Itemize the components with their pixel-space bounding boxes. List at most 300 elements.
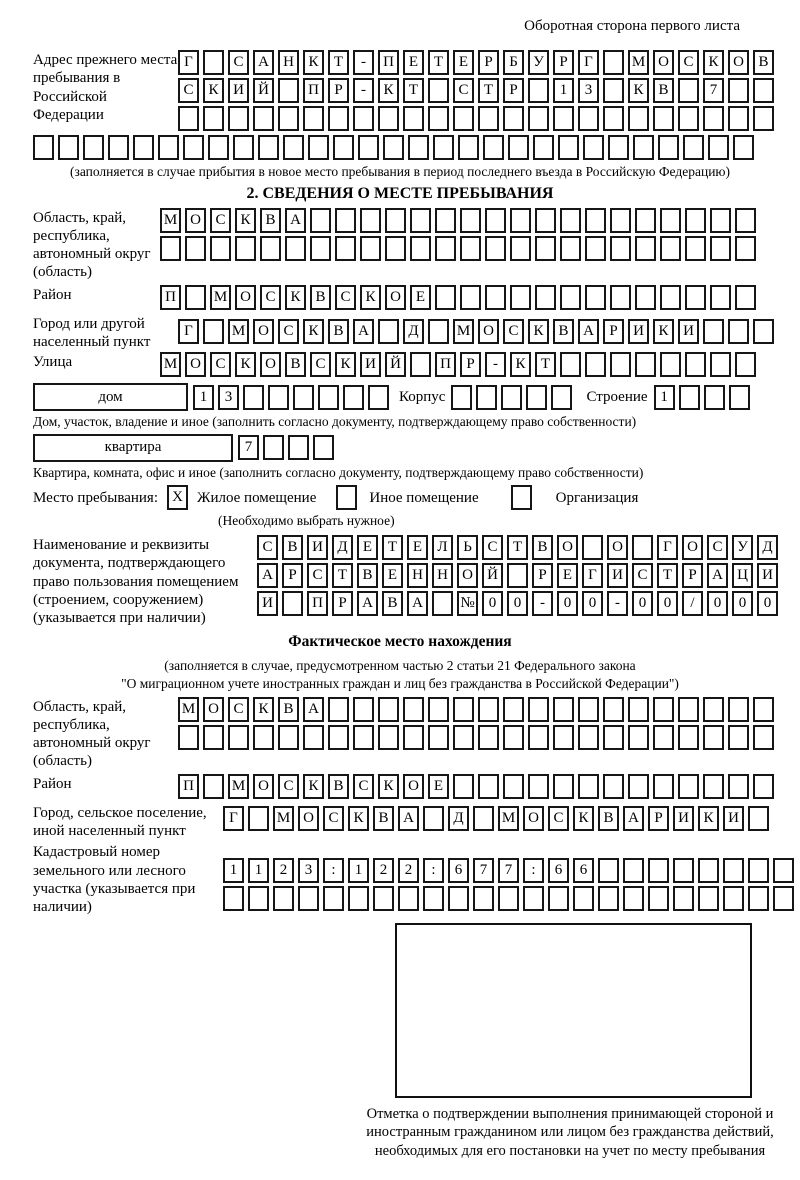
char-cell[interactable] <box>735 236 756 261</box>
char-cell[interactable] <box>735 208 756 233</box>
char-cell[interactable]: Г <box>582 563 603 588</box>
char-cell[interactable] <box>478 774 499 799</box>
char-cell[interactable] <box>653 725 674 750</box>
char-cell[interactable] <box>628 774 649 799</box>
char-cell[interactable]: 6 <box>573 858 594 883</box>
char-cell[interactable] <box>560 285 581 310</box>
char-cell[interactable]: В <box>328 774 349 799</box>
char-cell[interactable] <box>704 385 725 410</box>
char-cell[interactable] <box>635 352 656 377</box>
char-cell[interactable] <box>510 236 531 261</box>
char-cell[interactable] <box>610 285 631 310</box>
char-cell[interactable]: В <box>310 285 331 310</box>
char-cell[interactable]: С <box>632 563 653 588</box>
char-cell[interactable]: О <box>260 352 281 377</box>
char-cell[interactable]: И <box>757 563 778 588</box>
char-cell[interactable]: О <box>385 285 406 310</box>
char-cell[interactable] <box>335 208 356 233</box>
char-cell[interactable] <box>485 236 506 261</box>
char-cell[interactable] <box>623 886 644 911</box>
char-cell[interactable] <box>403 106 424 131</box>
char-cell[interactable] <box>753 106 774 131</box>
char-cell[interactable] <box>398 886 419 911</box>
char-cell[interactable] <box>160 236 181 261</box>
char-cell[interactable]: П <box>435 352 456 377</box>
char-cell[interactable] <box>203 319 224 344</box>
char-cell[interactable] <box>451 385 472 410</box>
char-cell[interactable] <box>478 106 499 131</box>
char-cell[interactable]: В <box>553 319 574 344</box>
char-cell[interactable] <box>348 886 369 911</box>
char-cell[interactable]: Ь <box>457 535 478 560</box>
char-cell[interactable] <box>433 135 454 160</box>
char-cell[interactable] <box>323 886 344 911</box>
char-cell[interactable]: Р <box>478 50 499 75</box>
char-cell[interactable] <box>310 208 331 233</box>
char-cell[interactable]: О <box>607 535 628 560</box>
char-cell[interactable]: Г <box>178 50 199 75</box>
char-cell[interactable]: П <box>378 50 399 75</box>
char-cell[interactable] <box>533 135 554 160</box>
char-cell[interactable] <box>453 725 474 750</box>
char-cell[interactable] <box>710 285 731 310</box>
char-cell[interactable]: К <box>360 285 381 310</box>
char-cell[interactable] <box>753 78 774 103</box>
char-cell[interactable] <box>678 774 699 799</box>
char-cell[interactable]: Т <box>332 563 353 588</box>
char-cell[interactable]: А <box>407 591 428 616</box>
char-cell[interactable]: 1 <box>193 385 214 410</box>
char-cell[interactable] <box>178 725 199 750</box>
char-cell[interactable]: С <box>310 352 331 377</box>
char-cell[interactable] <box>83 135 104 160</box>
char-cell[interactable] <box>653 774 674 799</box>
char-cell[interactable] <box>228 725 249 750</box>
char-cell[interactable] <box>185 285 206 310</box>
char-cell[interactable]: - <box>532 591 553 616</box>
char-cell[interactable]: М <box>160 352 181 377</box>
char-cell[interactable]: 7 <box>703 78 724 103</box>
char-cell[interactable]: 7 <box>238 435 259 460</box>
char-cell[interactable]: Р <box>282 563 303 588</box>
char-cell[interactable]: О <box>235 285 256 310</box>
char-cell[interactable] <box>432 591 453 616</box>
char-cell[interactable] <box>753 697 774 722</box>
char-cell[interactable]: М <box>228 319 249 344</box>
char-cell[interactable] <box>208 135 229 160</box>
char-cell[interactable]: 2 <box>373 858 394 883</box>
char-cell[interactable] <box>298 886 319 911</box>
char-cell[interactable]: С <box>323 806 344 831</box>
char-cell[interactable]: Л <box>432 535 453 560</box>
char-cell[interactable]: В <box>282 535 303 560</box>
char-cell[interactable]: П <box>307 591 328 616</box>
char-cell[interactable] <box>428 697 449 722</box>
char-cell[interactable]: Е <box>407 535 428 560</box>
char-cell[interactable] <box>735 285 756 310</box>
char-cell[interactable] <box>660 352 681 377</box>
char-cell[interactable] <box>268 385 289 410</box>
char-cell[interactable]: С <box>353 774 374 799</box>
char-cell[interactable]: К <box>703 50 724 75</box>
char-cell[interactable]: В <box>373 806 394 831</box>
char-cell[interactable] <box>560 236 581 261</box>
char-cell[interactable] <box>685 285 706 310</box>
char-cell[interactable]: Т <box>478 78 499 103</box>
char-cell[interactable]: С <box>707 535 728 560</box>
char-cell[interactable] <box>710 236 731 261</box>
char-cell[interactable] <box>333 135 354 160</box>
char-cell[interactable]: 1 <box>654 385 675 410</box>
char-cell[interactable]: 6 <box>548 858 569 883</box>
char-cell[interactable]: Ц <box>732 563 753 588</box>
char-cell[interactable]: Д <box>403 319 424 344</box>
char-cell[interactable]: С <box>482 535 503 560</box>
char-cell[interactable]: К <box>573 806 594 831</box>
char-cell[interactable] <box>203 50 224 75</box>
char-cell[interactable]: О <box>478 319 499 344</box>
char-cell[interactable]: Т <box>328 50 349 75</box>
char-cell[interactable]: П <box>178 774 199 799</box>
char-cell[interactable] <box>273 886 294 911</box>
char-cell[interactable]: : <box>423 858 444 883</box>
char-cell[interactable] <box>353 725 374 750</box>
char-cell[interactable] <box>653 106 674 131</box>
char-cell[interactable] <box>660 285 681 310</box>
char-cell[interactable] <box>373 886 394 911</box>
char-cell[interactable] <box>703 106 724 131</box>
char-cell[interactable]: К <box>303 50 324 75</box>
char-cell[interactable]: Т <box>403 78 424 103</box>
char-cell[interactable]: - <box>485 352 506 377</box>
char-cell[interactable] <box>603 78 624 103</box>
char-cell[interactable] <box>483 135 504 160</box>
char-cell[interactable] <box>703 697 724 722</box>
char-cell[interactable]: А <box>623 806 644 831</box>
char-cell[interactable]: О <box>728 50 749 75</box>
char-cell[interactable] <box>178 106 199 131</box>
char-cell[interactable]: С <box>178 78 199 103</box>
char-cell[interactable]: В <box>753 50 774 75</box>
char-cell[interactable]: 1 <box>553 78 574 103</box>
char-cell[interactable]: Е <box>403 50 424 75</box>
char-cell[interactable]: 0 <box>482 591 503 616</box>
char-cell[interactable] <box>703 319 724 344</box>
char-cell[interactable]: И <box>257 591 278 616</box>
char-cell[interactable]: Р <box>553 50 574 75</box>
char-cell[interactable]: Н <box>432 563 453 588</box>
char-cell[interactable] <box>526 385 547 410</box>
char-cell[interactable] <box>428 106 449 131</box>
char-cell[interactable]: 0 <box>507 591 528 616</box>
char-cell[interactable] <box>728 774 749 799</box>
char-cell[interactable] <box>748 806 769 831</box>
char-cell[interactable] <box>460 285 481 310</box>
char-cell[interactable]: 1 <box>248 858 269 883</box>
char-cell[interactable] <box>535 208 556 233</box>
char-cell[interactable] <box>248 886 269 911</box>
char-cell[interactable] <box>228 106 249 131</box>
char-cell[interactable]: О <box>203 697 224 722</box>
char-cell[interactable]: И <box>607 563 628 588</box>
char-cell[interactable]: С <box>453 78 474 103</box>
char-cell[interactable] <box>378 319 399 344</box>
char-cell[interactable]: П <box>160 285 181 310</box>
char-cell[interactable]: Р <box>503 78 524 103</box>
char-cell[interactable] <box>553 697 574 722</box>
char-cell[interactable]: О <box>653 50 674 75</box>
char-cell[interactable]: Е <box>557 563 578 588</box>
char-cell[interactable]: С <box>210 352 231 377</box>
char-cell[interactable] <box>658 135 679 160</box>
char-cell[interactable] <box>507 563 528 588</box>
char-cell[interactable]: 7 <box>473 858 494 883</box>
char-cell[interactable] <box>278 725 299 750</box>
char-cell[interactable]: М <box>160 208 181 233</box>
char-cell[interactable]: Е <box>382 563 403 588</box>
char-cell[interactable]: Д <box>757 535 778 560</box>
char-cell[interactable]: Р <box>648 806 669 831</box>
char-cell[interactable]: С <box>307 563 328 588</box>
char-cell[interactable] <box>728 697 749 722</box>
char-cell[interactable]: Г <box>578 50 599 75</box>
char-cell[interactable] <box>685 208 706 233</box>
char-cell[interactable] <box>728 78 749 103</box>
char-cell[interactable] <box>203 725 224 750</box>
char-cell[interactable]: К <box>653 319 674 344</box>
other-premises-checkbox[interactable] <box>336 485 357 510</box>
char-cell[interactable] <box>383 135 404 160</box>
char-cell[interactable]: К <box>285 285 306 310</box>
char-cell[interactable] <box>632 535 653 560</box>
char-cell[interactable] <box>33 135 54 160</box>
char-cell[interactable]: Н <box>278 50 299 75</box>
char-cell[interactable] <box>528 106 549 131</box>
char-cell[interactable] <box>773 858 794 883</box>
char-cell[interactable]: Т <box>428 50 449 75</box>
char-cell[interactable]: Г <box>223 806 244 831</box>
char-cell[interactable] <box>753 319 774 344</box>
char-cell[interactable] <box>610 208 631 233</box>
char-cell[interactable] <box>553 725 574 750</box>
char-cell[interactable] <box>403 725 424 750</box>
char-cell[interactable]: М <box>453 319 474 344</box>
char-cell[interactable] <box>603 697 624 722</box>
char-cell[interactable]: Б <box>503 50 524 75</box>
char-cell[interactable] <box>528 78 549 103</box>
char-cell[interactable] <box>310 236 331 261</box>
char-cell[interactable] <box>558 135 579 160</box>
residential-checkbox[interactable]: X <box>167 485 188 510</box>
char-cell[interactable] <box>360 208 381 233</box>
char-cell[interactable]: Г <box>178 319 199 344</box>
char-cell[interactable] <box>528 697 549 722</box>
char-cell[interactable] <box>748 886 769 911</box>
char-cell[interactable] <box>403 697 424 722</box>
char-cell[interactable] <box>773 886 794 911</box>
char-cell[interactable] <box>510 208 531 233</box>
char-cell[interactable]: К <box>528 319 549 344</box>
char-cell[interactable] <box>628 725 649 750</box>
char-cell[interactable]: О <box>403 774 424 799</box>
char-cell[interactable]: К <box>378 78 399 103</box>
char-cell[interactable] <box>253 725 274 750</box>
char-cell[interactable]: О <box>557 535 578 560</box>
char-cell[interactable]: А <box>398 806 419 831</box>
char-cell[interactable] <box>735 352 756 377</box>
char-cell[interactable]: Е <box>428 774 449 799</box>
char-cell[interactable] <box>723 886 744 911</box>
char-cell[interactable] <box>508 135 529 160</box>
char-cell[interactable] <box>551 385 572 410</box>
char-cell[interactable]: Д <box>332 535 353 560</box>
char-cell[interactable]: С <box>257 535 278 560</box>
char-cell[interactable]: Д <box>448 806 469 831</box>
char-cell[interactable]: 0 <box>757 591 778 616</box>
char-cell[interactable] <box>478 725 499 750</box>
char-cell[interactable] <box>698 886 719 911</box>
char-cell[interactable] <box>603 774 624 799</box>
char-cell[interactable] <box>435 285 456 310</box>
char-cell[interactable] <box>313 435 334 460</box>
char-cell[interactable] <box>285 236 306 261</box>
char-cell[interactable]: О <box>298 806 319 831</box>
char-cell[interactable]: 3 <box>218 385 239 410</box>
char-cell[interactable] <box>635 285 656 310</box>
char-cell[interactable] <box>485 285 506 310</box>
char-cell[interactable]: Й <box>253 78 274 103</box>
char-cell[interactable] <box>528 774 549 799</box>
char-cell[interactable]: О <box>523 806 544 831</box>
char-cell[interactable] <box>748 858 769 883</box>
char-cell[interactable] <box>560 352 581 377</box>
char-cell[interactable] <box>678 106 699 131</box>
char-cell[interactable]: Т <box>507 535 528 560</box>
char-cell[interactable] <box>335 236 356 261</box>
char-cell[interactable]: Р <box>603 319 624 344</box>
char-cell[interactable] <box>353 697 374 722</box>
char-cell[interactable] <box>703 774 724 799</box>
char-cell[interactable]: Г <box>657 535 678 560</box>
char-cell[interactable] <box>585 352 606 377</box>
char-cell[interactable] <box>648 886 669 911</box>
char-cell[interactable]: 0 <box>557 591 578 616</box>
char-cell[interactable]: - <box>607 591 628 616</box>
char-cell[interactable] <box>410 352 431 377</box>
char-cell[interactable]: К <box>235 352 256 377</box>
organization-checkbox[interactable] <box>511 485 532 510</box>
char-cell[interactable] <box>460 236 481 261</box>
char-cell[interactable]: С <box>278 319 299 344</box>
char-cell[interactable]: И <box>723 806 744 831</box>
char-cell[interactable] <box>223 886 244 911</box>
char-cell[interactable] <box>723 858 744 883</box>
char-cell[interactable] <box>453 697 474 722</box>
char-cell[interactable]: Е <box>453 50 474 75</box>
char-cell[interactable]: В <box>382 591 403 616</box>
char-cell[interactable] <box>408 135 429 160</box>
char-cell[interactable] <box>728 106 749 131</box>
char-cell[interactable] <box>353 106 374 131</box>
char-cell[interactable] <box>573 886 594 911</box>
char-cell[interactable] <box>560 208 581 233</box>
char-cell[interactable]: : <box>523 858 544 883</box>
char-cell[interactable]: И <box>307 535 328 560</box>
char-cell[interactable]: 2 <box>273 858 294 883</box>
char-cell[interactable] <box>728 725 749 750</box>
char-cell[interactable]: - <box>353 50 374 75</box>
char-cell[interactable] <box>578 774 599 799</box>
char-cell[interactable] <box>260 236 281 261</box>
char-cell[interactable] <box>410 208 431 233</box>
char-cell[interactable] <box>288 435 309 460</box>
char-cell[interactable]: С <box>228 50 249 75</box>
char-cell[interactable] <box>683 135 704 160</box>
char-cell[interactable]: 0 <box>732 591 753 616</box>
char-cell[interactable]: Р <box>682 563 703 588</box>
char-cell[interactable] <box>435 208 456 233</box>
char-cell[interactable] <box>360 236 381 261</box>
char-cell[interactable] <box>278 106 299 131</box>
char-cell[interactable]: К <box>303 319 324 344</box>
char-cell[interactable]: У <box>732 535 753 560</box>
char-cell[interactable]: О <box>457 563 478 588</box>
char-cell[interactable]: И <box>228 78 249 103</box>
char-cell[interactable] <box>753 774 774 799</box>
char-cell[interactable] <box>368 385 389 410</box>
char-cell[interactable] <box>578 697 599 722</box>
char-cell[interactable] <box>503 725 524 750</box>
char-cell[interactable]: С <box>260 285 281 310</box>
char-cell[interactable] <box>210 236 231 261</box>
char-cell[interactable] <box>308 135 329 160</box>
char-cell[interactable] <box>510 285 531 310</box>
char-cell[interactable] <box>328 697 349 722</box>
char-cell[interactable]: Т <box>657 563 678 588</box>
char-cell[interactable]: К <box>628 78 649 103</box>
char-cell[interactable] <box>653 697 674 722</box>
char-cell[interactable] <box>585 236 606 261</box>
char-cell[interactable]: В <box>357 563 378 588</box>
char-cell[interactable]: М <box>628 50 649 75</box>
char-cell[interactable]: Н <box>407 563 428 588</box>
char-cell[interactable]: В <box>285 352 306 377</box>
char-cell[interactable]: А <box>257 563 278 588</box>
char-cell[interactable] <box>428 319 449 344</box>
char-cell[interactable]: Е <box>410 285 431 310</box>
char-cell[interactable] <box>453 106 474 131</box>
char-cell[interactable] <box>660 236 681 261</box>
char-cell[interactable] <box>603 106 624 131</box>
char-cell[interactable]: 3 <box>298 858 319 883</box>
char-cell[interactable] <box>660 208 681 233</box>
char-cell[interactable] <box>710 208 731 233</box>
char-cell[interactable]: О <box>253 774 274 799</box>
char-cell[interactable]: Т <box>535 352 556 377</box>
char-cell[interactable]: 0 <box>707 591 728 616</box>
char-cell[interactable] <box>473 806 494 831</box>
char-cell[interactable] <box>608 135 629 160</box>
char-cell[interactable] <box>133 135 154 160</box>
char-cell[interactable] <box>328 106 349 131</box>
char-cell[interactable] <box>358 135 379 160</box>
char-cell[interactable] <box>385 236 406 261</box>
char-cell[interactable] <box>453 774 474 799</box>
char-cell[interactable] <box>235 236 256 261</box>
char-cell[interactable] <box>303 106 324 131</box>
char-cell[interactable]: С <box>548 806 569 831</box>
char-cell[interactable] <box>448 886 469 911</box>
